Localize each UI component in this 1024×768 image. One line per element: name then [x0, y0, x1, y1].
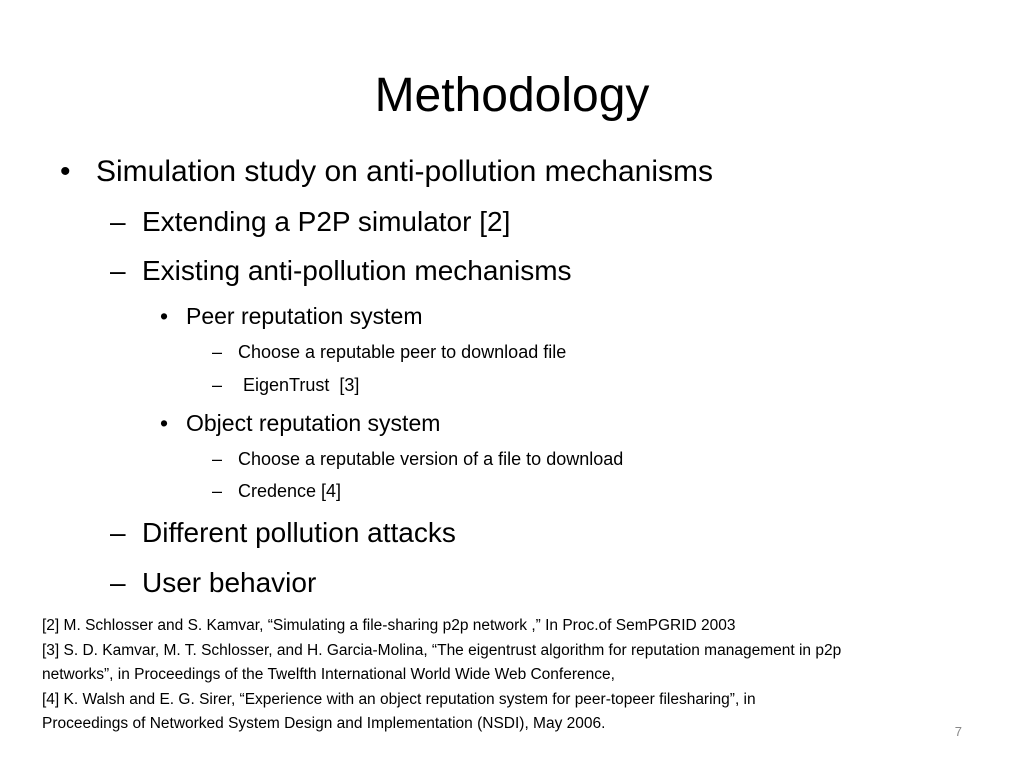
bullet-level4	[212, 374, 359, 396]
bullet-level4	[212, 448, 623, 470]
bullet-text: Credence [4]	[238, 481, 342, 501]
bullet-text: EigenTrust [3]	[238, 375, 360, 395]
reference-line: networks”, in Proceedings of the Twelfth International World Wide Web Conference,	[42, 666, 615, 683]
bullet-marker: •	[160, 303, 169, 329]
reference-line: [3] S. D. Kamvar, M. T. Schlosser, and H. Garcia-Molina, “The eigentrust algorithm for reputation management in p2p	[42, 641, 842, 659]
bullet-text: Choose a reputable peer to download file	[238, 342, 567, 362]
bullet-level4	[212, 341, 566, 363]
bullet-level2	[110, 205, 510, 239]
bullet-level2	[110, 254, 572, 288]
bullet-text: Extending a P2P simulator [2]	[142, 206, 511, 237]
bullet-text: Choose a reputable version of a file to download	[238, 449, 624, 469]
bullet-level2	[110, 516, 456, 550]
dash-marker: –	[110, 206, 126, 237]
bullet-text: User behavior	[142, 567, 317, 598]
dash-marker: –	[110, 567, 126, 598]
dash-marker: –	[212, 342, 223, 362]
bullet-level3	[160, 409, 440, 437]
bullet-text: Object reputation system	[186, 410, 441, 436]
page-number: 7	[954, 724, 962, 739]
bullet-text: Existing anti-pollution mechanisms	[142, 255, 572, 286]
dash-marker: –	[110, 517, 126, 548]
reference-line: Proceedings of Networked System Design and Implementation (NSDI), May 2006.	[42, 715, 606, 732]
dash-marker: –	[212, 449, 223, 469]
bullet-level3	[160, 302, 423, 330]
bullet-text: Simulation study on anti-pollution mechanisms	[96, 155, 713, 188]
dash-marker: –	[212, 481, 223, 501]
bullet-marker: •	[160, 410, 169, 436]
bullet-level2	[110, 566, 316, 600]
bullet-level4	[212, 480, 341, 502]
slide-title: Methodology	[374, 69, 650, 122]
dash-marker: –	[212, 375, 223, 395]
reference-line: [2] M. Schlosser and S. Kamvar, “Simulating a file-sharing p2p network ,” In Proc.of SemPGRID 2003	[42, 617, 736, 634]
bullet-level1	[60, 154, 713, 190]
references	[42, 614, 1002, 737]
reference-line: [4] K. Walsh and E. G. Sirer, “Experience with an object reputation system for peer-topeer filesharing”, in	[42, 690, 756, 708]
bullet-text: Different pollution attacks	[142, 517, 456, 548]
bullet-marker: •	[60, 155, 71, 188]
bullet-text: Peer reputation system	[186, 303, 423, 329]
dash-marker: –	[110, 255, 126, 286]
